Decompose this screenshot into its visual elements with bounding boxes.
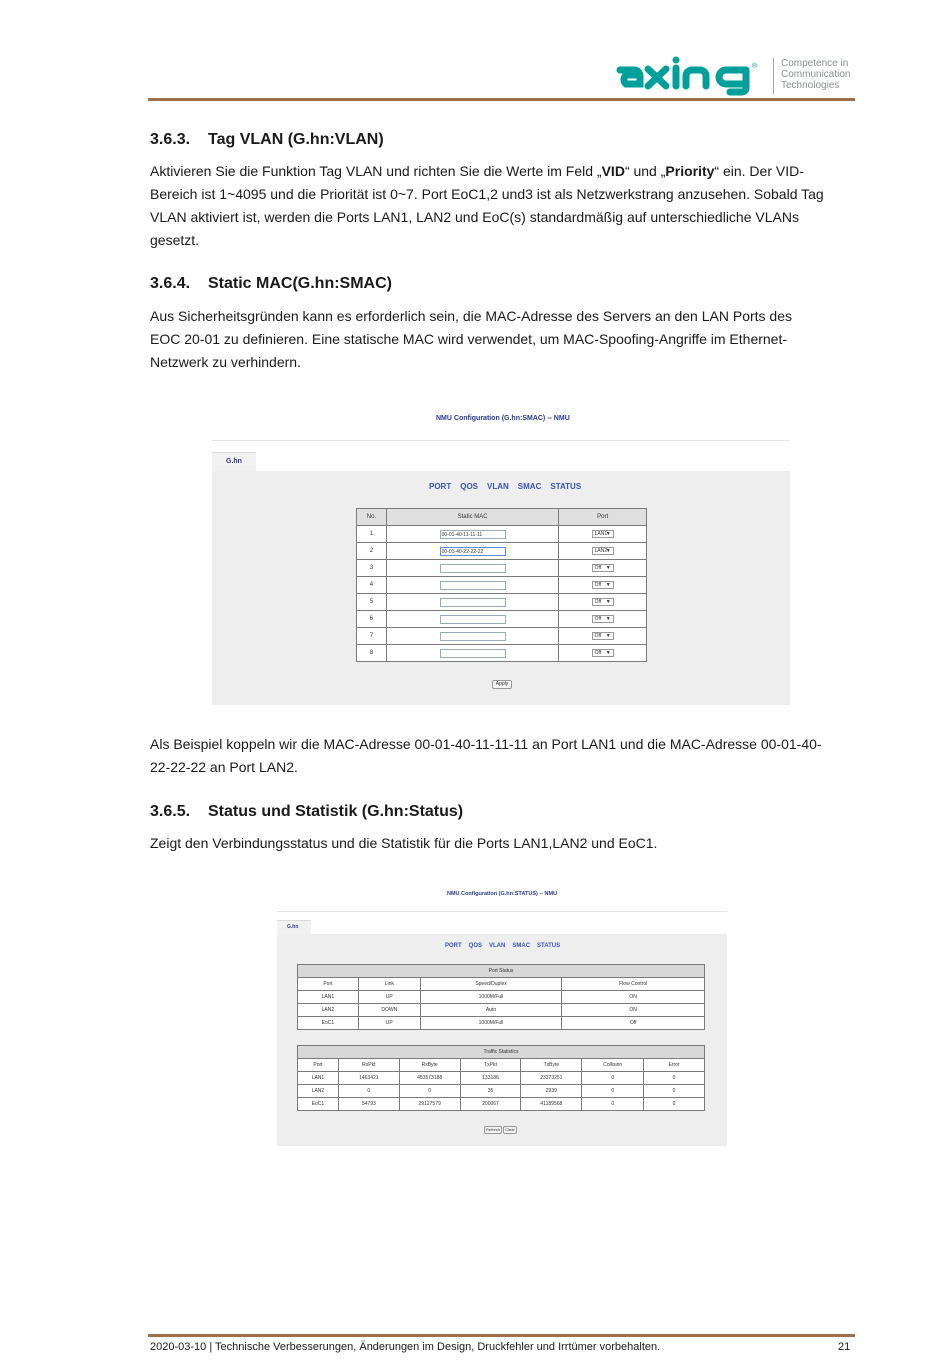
cell: 0	[582, 1072, 644, 1085]
cell: EoC1	[298, 1017, 359, 1030]
row-no: 8	[357, 645, 387, 662]
port-status-caption: Port Status	[298, 965, 705, 978]
nav-qos[interactable]: QOS	[468, 943, 483, 949]
nav-smac[interactable]: SMAC	[512, 943, 531, 949]
header-port: Port	[298, 978, 359, 991]
footer-text: 2020-03-10 | Technische Verbesserungen, Änderungen im Design, Druckfehler und Irrtümer vorbehalten.	[150, 1341, 661, 1353]
port-status-table	[297, 964, 705, 1030]
port-cell	[559, 611, 647, 628]
cell: DOWN	[358, 1004, 420, 1017]
row-no: 7	[357, 628, 387, 645]
cell: Auto	[420, 1004, 562, 1017]
mac-input[interactable]	[440, 632, 506, 641]
table-header-row	[298, 1059, 705, 1072]
cell: LAN2	[298, 1085, 339, 1098]
paragraph-line: gesetzt.	[150, 232, 200, 248]
cell: 133186	[460, 1072, 521, 1085]
nav-qos[interactable]: QOS	[460, 482, 479, 491]
nav-port[interactable]: PORT	[445, 943, 462, 949]
table-row	[357, 526, 647, 543]
field-priority: Priority	[665, 163, 715, 179]
chevron-down-icon: ▼	[605, 599, 611, 605]
port-select[interactable]	[592, 547, 614, 555]
cell: LAN1	[298, 1072, 339, 1085]
smac-page-title: NMU Configuration (G.hn:SMAC) -- NMU	[436, 415, 570, 422]
header-error: Error	[644, 1059, 705, 1072]
cell: 0	[644, 1098, 705, 1111]
mac-cell	[386, 628, 558, 645]
section-number: 3.6.5.	[150, 803, 191, 820]
chevron-down-icon: ▼	[605, 582, 611, 588]
mac-input[interactable]	[440, 564, 506, 573]
port-select[interactable]	[592, 564, 614, 572]
paragraph-line: Bereich ist 1~4095 und die Priorität ist 0~7. Port EoC1,2 und3 ist als Netzwerkstrang anzusehen. Sobald Tag	[150, 186, 824, 202]
example-paragraph	[150, 733, 850, 779]
cell: UP	[358, 991, 420, 1004]
refresh-button[interactable]: Refresh	[485, 1127, 500, 1132]
header-no: No.	[357, 509, 387, 526]
smac-title-rule	[212, 440, 790, 441]
table-row	[298, 991, 705, 1004]
header-rxpkt: RxPkt	[338, 1059, 399, 1072]
port-cell	[559, 645, 647, 662]
section-number: 3.6.3.	[150, 131, 191, 148]
table-caption-row	[298, 965, 705, 978]
row-no: 5	[357, 594, 387, 611]
header-txpkt: TxPkt	[460, 1059, 521, 1072]
table-row	[357, 645, 647, 662]
cell: 41189568	[521, 1098, 582, 1111]
tagline-line: Technologies	[781, 80, 840, 91]
mac-input[interactable]	[440, 581, 506, 590]
field-vid: VID	[601, 163, 625, 179]
mac-input[interactable]	[440, 598, 506, 607]
nav-port[interactable]: PORT	[429, 482, 452, 491]
mac-input[interactable]	[440, 615, 506, 624]
table-row	[357, 560, 647, 577]
logo-divider	[773, 58, 774, 94]
nav-vlan[interactable]: VLAN	[489, 943, 506, 949]
table-caption-row	[298, 1046, 705, 1059]
header-port: Port	[559, 509, 647, 526]
table-row	[298, 1072, 705, 1085]
cell: 0	[582, 1098, 644, 1111]
svg-text:®: ®	[752, 63, 758, 70]
section-title: Static MAC(G.hn:SMAC)	[208, 275, 392, 292]
clear-button[interactable]: Clear	[503, 1126, 517, 1134]
mac-cell	[386, 526, 558, 543]
cell: Off	[562, 1017, 705, 1030]
mac-cell	[386, 594, 558, 611]
mac-cell	[386, 645, 558, 662]
cell: 200067	[460, 1098, 521, 1111]
text-run: Aktivieren Sie die Funktion Tag VLAN und richten Sie die Werte im Feld „	[150, 163, 602, 179]
port-select-value: Off	[594, 599, 602, 605]
tagline-line: Competence in	[781, 58, 849, 69]
table-row	[298, 1098, 705, 1111]
cell: 1000M/Full	[420, 1017, 562, 1030]
port-select-value: Off	[594, 633, 602, 639]
port-select-value: LAN1	[594, 531, 608, 537]
cell: 54793	[338, 1098, 399, 1111]
port-select-value: Off	[594, 650, 602, 656]
port-select-value: LAN2	[594, 548, 608, 554]
smac-nav	[429, 482, 581, 491]
header-collision: Collision	[582, 1059, 644, 1072]
port-cell	[559, 560, 647, 577]
table-row	[298, 1017, 705, 1030]
nav-status[interactable]: STATUS	[537, 943, 561, 949]
header-rule	[148, 98, 855, 101]
table-row	[357, 594, 647, 611]
chevron-down-icon: ▼	[605, 616, 611, 622]
traffic-statistics-table	[297, 1045, 705, 1111]
port-select[interactable]	[592, 615, 614, 623]
section-title: Status und Statistik (G.hn:Status)	[208, 803, 464, 820]
cell: 0	[338, 1085, 399, 1098]
nav-smac[interactable]: SMAC	[517, 482, 542, 491]
port-select[interactable]	[592, 632, 614, 640]
chevron-down-icon: ▼	[605, 633, 611, 639]
paragraph-line: Aus Sicherheitsgründen kann es erforderlich sein, die MAC-Adresse des Servers an den LAN Ports des	[150, 308, 792, 324]
row-no: 3	[357, 560, 387, 577]
header-static-mac: Static MAC	[386, 509, 558, 526]
paragraph-line: Zeigt den Verbindungsstatus und die Statistik für die Ports LAN1,LAN2 und EoC1.	[150, 835, 658, 851]
mac-input[interactable]: 00-01-40-22-22-22	[440, 547, 506, 556]
paragraph-line: Als Beispiel koppeln wir die MAC-Adresse 00-01-40-11-11-11 an Port LAN1 und die MAC-Adresse 00-01-40-	[150, 736, 822, 752]
mac-input[interactable]: 00-01-40-11-11-11	[440, 530, 506, 539]
header-txbyte: TxByte	[521, 1059, 582, 1072]
port-cell	[559, 543, 647, 560]
cell: 1463421	[338, 1072, 399, 1085]
table-row	[298, 1004, 705, 1017]
cell: 35	[460, 1085, 521, 1098]
text-run: “ und „	[624, 163, 666, 179]
footer-rule	[148, 1334, 855, 1337]
cell: LAN2	[298, 1004, 359, 1017]
cell: LAN1	[298, 991, 359, 1004]
tab-ghn[interactable]: G.hn	[277, 920, 311, 934]
chevron-down-icon: ▼	[605, 565, 611, 571]
table-row	[298, 1085, 705, 1098]
logo	[612, 56, 857, 98]
traffic-caption: Traffic Statistics	[298, 1046, 705, 1059]
cell: UP	[358, 1017, 420, 1030]
port-select[interactable]	[592, 530, 614, 538]
status-title-rule	[277, 911, 727, 912]
paragraph-line: Netzwerk zu verhindern.	[150, 354, 301, 370]
row-no: 6	[357, 611, 387, 628]
paragraph-line	[150, 160, 850, 183]
port-select-value: Off	[594, 616, 602, 622]
cell: ON	[562, 1004, 705, 1017]
paragraph-line: EOC 20-01 zu definieren. Eine statische MAC wird verwendet, um MAC-Spoofing-Angriffe im Ethernet-	[150, 331, 788, 347]
table-row	[357, 628, 647, 645]
table-row	[357, 611, 647, 628]
cell: EoC1	[298, 1098, 339, 1111]
row-no: 2	[357, 543, 387, 560]
cell: 1000M/Full	[420, 991, 562, 1004]
port-cell	[559, 594, 647, 611]
row-no: 1	[357, 526, 387, 543]
port-select-value: Off	[594, 582, 602, 588]
paragraph-line: VLAN aktiviert ist, werden die Ports LAN1, LAN2 und EoC(s) standardmäßig auf unterschiedliche VLANs	[150, 209, 799, 225]
table-row	[357, 577, 647, 594]
row-no: 4	[357, 577, 387, 594]
section-title: Tag VLAN (G.hn:VLAN)	[208, 131, 384, 148]
header-link: Link	[358, 978, 420, 991]
header-port: Port	[298, 1059, 339, 1072]
cell: 23373251	[521, 1072, 582, 1085]
header-flow-control: Flow Control	[562, 978, 705, 991]
status-page-title: NMU Configuration (G.hn:STATUS) -- NMU	[447, 891, 558, 897]
text-run: “ ein. Der VID-	[714, 163, 804, 179]
section-heading-363	[150, 131, 384, 149]
page-number: 21	[838, 1341, 851, 1353]
chevron-down-icon: ▼	[605, 531, 611, 537]
apply-button[interactable]: Apply	[492, 680, 512, 689]
port-select[interactable]	[592, 598, 614, 606]
section-number: 3.6.4.	[150, 275, 191, 292]
cell: 453573188	[399, 1072, 460, 1085]
port-select-value: Off	[594, 565, 602, 571]
nav-vlan[interactable]: VLAN	[487, 482, 509, 491]
port-select[interactable]	[592, 581, 614, 589]
axing-logo-icon	[612, 56, 770, 96]
port-cell	[559, 628, 647, 645]
table-header-row	[357, 509, 647, 526]
cell: 0	[399, 1085, 460, 1098]
port-cell	[559, 526, 647, 543]
section-heading-365	[150, 803, 463, 821]
cell: 2939	[521, 1085, 582, 1098]
cell: ON	[562, 991, 705, 1004]
cell: 0	[644, 1072, 705, 1085]
cell: 0	[582, 1085, 644, 1098]
tagline-line: Communication	[781, 69, 851, 80]
port-select[interactable]	[592, 649, 614, 657]
chevron-down-icon: ▼	[605, 650, 611, 656]
table-row	[357, 543, 647, 560]
tab-ghn[interactable]: G.hn	[212, 452, 256, 471]
cell: 29127579	[399, 1098, 460, 1111]
status-nav	[445, 943, 560, 949]
logo-tagline	[781, 58, 850, 91]
section-heading-364	[150, 275, 392, 293]
header-speed-duplex: Speed/Duplex	[420, 978, 562, 991]
nav-status[interactable]: STATUS	[550, 482, 582, 491]
smac-table	[356, 508, 647, 662]
mac-input[interactable]	[440, 649, 506, 658]
header-rxbyte: RxByte	[399, 1059, 460, 1072]
table-header-row	[298, 978, 705, 991]
mac-cell	[386, 611, 558, 628]
mac-cell	[386, 543, 558, 560]
cell: 0	[644, 1085, 705, 1098]
paragraph-line: 22-22-22 an Port LAN2.	[150, 759, 298, 775]
section-364-paragraph	[150, 305, 850, 374]
mac-cell	[386, 577, 558, 594]
section-365-paragraph	[150, 832, 850, 855]
mac-cell	[386, 560, 558, 577]
chevron-down-icon: ▼	[605, 548, 611, 554]
port-cell	[559, 577, 647, 594]
section-363-paragraph	[150, 160, 850, 252]
